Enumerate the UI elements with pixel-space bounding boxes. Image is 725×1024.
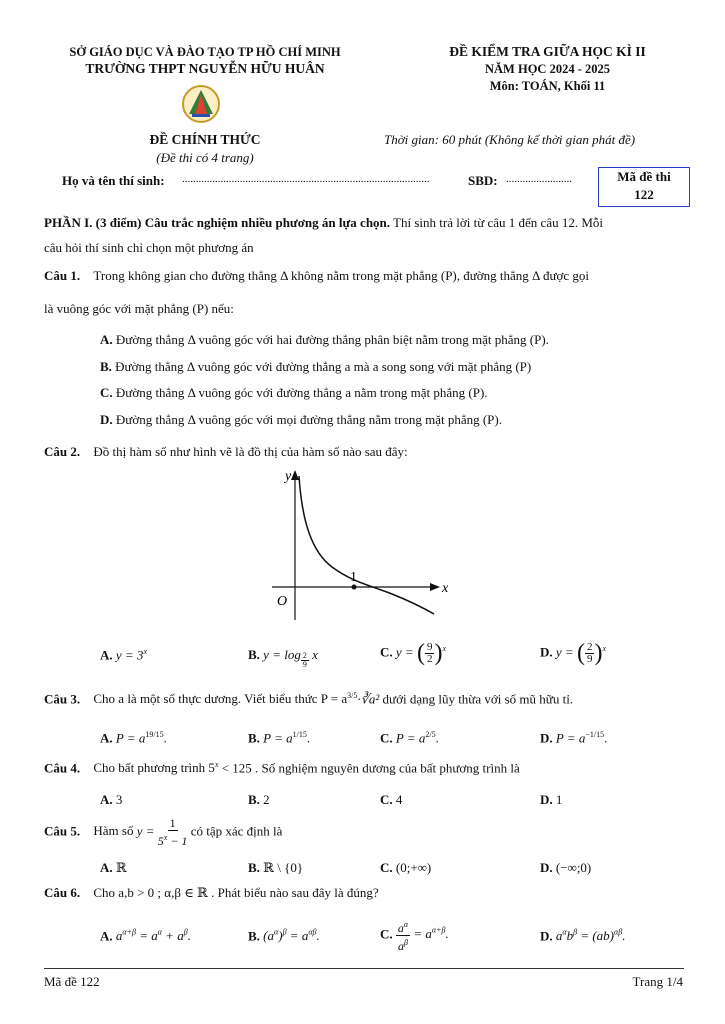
point-label: 1 bbox=[350, 570, 357, 585]
q1-option-a[interactable]: Đường thẳng Δ vuông góc với hai đường thẳng phân biệt nằm trong mặt phẳng (P). bbox=[115, 332, 549, 347]
q4-option-b[interactable]: 2 bbox=[263, 792, 270, 807]
x-axis-arrow bbox=[430, 583, 440, 591]
candidate-name-label: Họ và tên thí sinh: bbox=[62, 173, 165, 188]
q4-option-a[interactable]: 3 bbox=[115, 792, 123, 807]
exam-code-box bbox=[598, 167, 690, 207]
exam-code-value: 122 bbox=[634, 187, 654, 202]
q1-d-label: D. bbox=[100, 412, 113, 427]
sbd-field[interactable]: ........................ bbox=[506, 173, 572, 185]
q4-text-tail: < 125 . Số nghiệm nguyên dương của bất phương trình là bbox=[218, 760, 520, 776]
part1-desc: Thí sinh trả lời từ câu 1 đến câu 12. Mỗi bbox=[390, 215, 604, 230]
function-graph bbox=[262, 462, 462, 622]
q5-c-label: C. bbox=[380, 860, 393, 875]
q2-a-exponent: x bbox=[143, 647, 147, 656]
q2-b-label: B. bbox=[248, 647, 260, 662]
q5-option-d[interactable]: (−∞;0) bbox=[555, 860, 592, 875]
q2-c-label: C. bbox=[380, 644, 393, 660]
department-name: SỞ GIÁO DỤC VÀ ĐÀO TẠO TP HỒ CHÍ MINH bbox=[69, 45, 341, 59]
q1-c-label: C. bbox=[100, 385, 113, 400]
q1-label: Câu 1. bbox=[44, 268, 81, 283]
q5-option-b[interactable]: ℝ \ {0} bbox=[263, 860, 304, 875]
exam-time: Thời gian: 60 phút (Không kể thời gian phát đề) bbox=[384, 132, 636, 147]
school-logo bbox=[178, 84, 224, 124]
q2-d-label: D. bbox=[540, 644, 553, 660]
q2-b-tail: x bbox=[308, 647, 318, 662]
q3-c-label: C. bbox=[380, 730, 393, 746]
q2-option-c[interactable]: y = bbox=[395, 644, 414, 660]
exam-code-label: Mã đề thi bbox=[617, 169, 671, 184]
q6-option-a[interactable]: A. $a^{\alpha+\beta} = a^\alpha + a^\beta$. bbox=[100, 928, 191, 944]
q4-d-label: D. bbox=[540, 792, 553, 807]
q1-option-d[interactable]: Đường thẳng Δ vuông góc với mọi đường thẳng nằm trong mặt phẳng (P). bbox=[115, 412, 502, 427]
footer-exam-code: Mã đề 122 bbox=[44, 974, 100, 989]
y-axis-label: y bbox=[285, 469, 292, 484]
q3-option-b[interactable]: P = a bbox=[263, 730, 293, 746]
footer-rule bbox=[44, 968, 684, 969]
q5-d-label: D. bbox=[540, 860, 553, 875]
q6-text: Cho a,b > 0 ; α,β ∈ ℝ . Phát biểu nào sau đây là đúng? bbox=[93, 885, 379, 900]
q2-a-label: A. bbox=[100, 647, 113, 663]
footer-page-number: Trang 1/4 bbox=[632, 974, 683, 989]
candidate-name-field[interactable]: .......................................................................................... bbox=[182, 173, 430, 185]
q1-option-b[interactable]: Đường thẳng Δ vuông góc với đường thẳng a mà a song song với mặt phẳng (P) bbox=[115, 359, 532, 374]
subject: Môn: TOÁN, Khối 11 bbox=[489, 79, 606, 93]
q2-text: Đồ thị hàm số như hình vẽ là đồ thị của hàm số nào sau đây: bbox=[93, 444, 408, 459]
q3-a-label: A. bbox=[100, 730, 113, 746]
q6-label: Câu 6. bbox=[44, 885, 81, 900]
q1-a-label: A. bbox=[100, 332, 113, 347]
q5-b-label: B. bbox=[248, 860, 260, 875]
q3-option-c[interactable]: P = a bbox=[395, 730, 426, 746]
q2-label: Câu 2. bbox=[44, 444, 81, 459]
q5-option-c[interactable]: (0;+∞) bbox=[395, 860, 432, 875]
q2-option-d[interactable]: y = bbox=[555, 644, 574, 660]
origin-label: O bbox=[277, 594, 288, 609]
q6-d-label: D. bbox=[540, 928, 553, 944]
part1-desc-cont: câu hỏi thí sinh chỉ chọn một phương án bbox=[44, 240, 254, 255]
q3-option-d[interactable]: P = a bbox=[555, 730, 586, 746]
q3-d-label: D. bbox=[540, 730, 553, 746]
q5-text-tail: có tập xác định là bbox=[190, 823, 283, 839]
q3-label: Câu 3. bbox=[44, 691, 81, 707]
q4-c-label: C. bbox=[380, 792, 393, 807]
school-name: TRƯỜNG THPT NGUYỄN HỮU HUÂN bbox=[85, 61, 325, 76]
q1-b-label: B. bbox=[100, 359, 112, 374]
exam-title: ĐỀ KIỂM TRA GIỮA HỌC KÌ II bbox=[449, 44, 646, 59]
q3-b-label: B. bbox=[248, 730, 260, 746]
page-count-note: (Đề thi có 4 trang) bbox=[156, 150, 254, 165]
curve bbox=[299, 476, 434, 614]
q4-text: Cho bất phương trình 5 bbox=[93, 760, 215, 776]
q5-text: Hàm số bbox=[93, 823, 134, 839]
official-label: ĐỀ CHÍNH THỨC bbox=[149, 132, 261, 147]
q3-text-tail: dưới dạng lũy thừa với số mũ hữu tỉ. bbox=[379, 691, 574, 707]
q3-text: Cho a là một số thực dương. Viết biểu thức P = a bbox=[93, 691, 348, 707]
q4-label: Câu 4. bbox=[44, 760, 81, 776]
q4-option-d[interactable]: 1 bbox=[555, 792, 563, 807]
q6-option-c[interactable]: C. $\frac{a^\alpha}{a^\beta}$ = $a^{\alpha+\beta}$. bbox=[380, 920, 449, 953]
part1-title: PHẦN I. (3 điểm) Câu trắc nghiệm nhiều phương án lựa chọn. bbox=[44, 215, 391, 230]
q1-option-c[interactable]: Đường thẳng Δ vuông góc với đường thẳng a nằm trong mặt phẳng (P). bbox=[115, 385, 488, 400]
point-marker bbox=[352, 585, 357, 590]
q1-text: Trong không gian cho đường thẳng Δ không nằm trong mặt phẳng (P), đường thẳng Δ được gọi bbox=[93, 268, 590, 283]
q6-b-label: B. bbox=[248, 928, 260, 944]
q3-option-a[interactable]: P = a bbox=[115, 730, 146, 746]
q2-option-a[interactable]: y = 3 bbox=[115, 647, 144, 663]
sbd-label: SBD: bbox=[468, 173, 498, 188]
q6-option-b[interactable]: B. $(a^\alpha)^\beta = a^{\alpha\beta}$. bbox=[248, 928, 320, 944]
q5-label: Câu 5. bbox=[44, 823, 81, 839]
q2-option-b[interactable]: y = log bbox=[263, 647, 301, 662]
q4-a-label: A. bbox=[100, 792, 113, 807]
y-axis-arrow bbox=[291, 470, 299, 480]
q5-option-a[interactable]: ℝ bbox=[115, 860, 127, 875]
q6-option-d[interactable]: D. $a^\alpha b^\beta = (ab)^{\alpha\beta}$. bbox=[540, 928, 626, 944]
school-year: NĂM HỌC 2024 - 2025 bbox=[485, 62, 610, 76]
q6-a-label: A. bbox=[100, 928, 113, 944]
x-axis-label: x bbox=[442, 581, 449, 596]
q6-c-label: C. bbox=[380, 926, 393, 942]
q5-a-label: A. bbox=[100, 860, 113, 875]
q4-option-c[interactable]: 4 bbox=[395, 792, 403, 807]
q1-text-cont: là vuông góc với mặt phẳng (P) nếu: bbox=[44, 301, 234, 316]
q4-b-label: B. bbox=[248, 792, 260, 807]
